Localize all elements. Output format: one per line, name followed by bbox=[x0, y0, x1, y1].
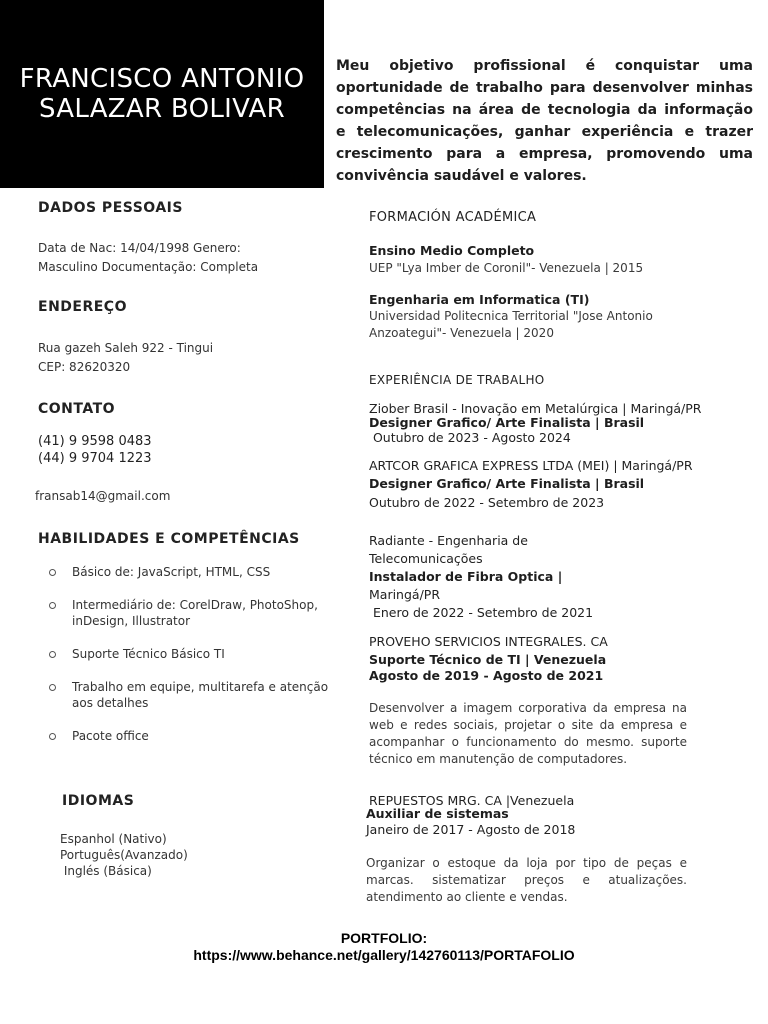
portfolio-link[interactable]: https://www.behance.net/gallery/142760113/PORTAFOLIO bbox=[193, 947, 575, 963]
address-title: ENDEREÇO bbox=[38, 299, 127, 315]
personal-data-line-2: Masculino Documentação: Completa bbox=[38, 260, 259, 274]
job-company: Ziober Brasil - Inovação em Metalúrgica | Maringá/PR bbox=[369, 401, 702, 416]
bullet-circle-icon bbox=[49, 651, 56, 658]
portfolio-label: PORTFOLIO: bbox=[340, 930, 428, 946]
skill-text: Pacote office bbox=[72, 729, 149, 743]
job-company: Telecomunicações bbox=[369, 551, 483, 566]
skill-text: Básico de: JavaScript, HTML, CSS bbox=[72, 565, 271, 579]
education-degree: Ensino Medio Completo bbox=[369, 243, 535, 258]
job-company: Radiante - Engenharia de bbox=[369, 533, 528, 548]
bullet-circle-icon bbox=[49, 684, 56, 691]
address-street: Rua gazeh Saleh 922 - Tingui bbox=[38, 341, 214, 355]
job-company: ARTCOR GRAFICA EXPRESS LTDA (MEI) | Maringá/PR bbox=[369, 458, 693, 473]
job-role: Instalador de Fibra Optica | bbox=[369, 569, 563, 584]
full-name-line-2: SALAZAR BOLIVAR bbox=[38, 94, 286, 124]
bullet-circle-icon bbox=[49, 602, 56, 609]
languages-title: IDIOMAS bbox=[62, 793, 135, 809]
email-address[interactable]: fransab14@gmail.com bbox=[35, 489, 171, 503]
skill-text: aos detalhes bbox=[72, 696, 149, 710]
education-detail: UEP "Lya Imber de Coronil"- Venezuela | 2015 bbox=[369, 261, 644, 275]
job-period: Janeiro de 2017 - Agosto de 2018 bbox=[366, 822, 576, 837]
address-cep: CEP: 82620320 bbox=[38, 360, 131, 374]
skill-text: inDesign, Illustrator bbox=[72, 614, 191, 628]
job-period: Outubro de 2023 - Agosto 2024 bbox=[369, 430, 571, 445]
skill-text: Trabalho em equipe, multitarefa e atenção bbox=[72, 680, 329, 694]
personal-data-title: DADOS PESSOAIS bbox=[38, 200, 183, 216]
job-location: Maringá/PR bbox=[369, 587, 441, 602]
education-detail: Anzoategui"- Venezuela | 2020 bbox=[369, 326, 554, 340]
language-item: Português(Avanzado) bbox=[60, 848, 188, 862]
phone-number-2: (44) 9 9704 1223 bbox=[38, 451, 152, 466]
job-company: PROVEHO SERVICIOS INTEGRALES. CA bbox=[369, 634, 608, 649]
language-item: Inglés (Básica) bbox=[60, 864, 152, 878]
portfolio-footer bbox=[0, 930, 768, 964]
experience-title: EXPERIÊNCIA DE TRABALHO bbox=[369, 373, 545, 387]
job-description: Organizar o estoque da loja por tipo de peças e marcas. sistematizar preços e atualizações. atendimento ao cliente e vendas. bbox=[366, 856, 687, 904]
education-detail: Universidad Politecnica Territorial "Jose Antonio bbox=[369, 309, 653, 323]
job-period: Agosto de 2019 - Agosto de 2021 bbox=[369, 668, 604, 683]
skill-text: Intermediário de: CorelDraw, PhotoShop, bbox=[72, 598, 318, 612]
education-title: FORMACIÓN ACADÉMICA bbox=[369, 210, 537, 225]
personal-data-line-1: Data de Nac: 14/04/1998 Genero: bbox=[38, 241, 241, 255]
job-period: Enero de 2022 - Setembro de 2021 bbox=[369, 605, 594, 620]
language-item: Espanhol (Nativo) bbox=[60, 832, 167, 846]
name-header-block bbox=[0, 0, 324, 188]
education-degree: Engenharia em Informatica (TI) bbox=[369, 292, 590, 307]
job-role: Auxiliar de sistemas bbox=[366, 806, 509, 821]
skill-text: Suporte Técnico Básico TI bbox=[72, 647, 225, 661]
full-name-line-1: FRANCISCO ANTONIO bbox=[19, 64, 305, 94]
phone-number-1: (41) 9 9598 0483 bbox=[38, 434, 152, 449]
contact-title: CONTATO bbox=[38, 401, 116, 417]
objective-statement: Meu objetivo profissional é conquistar uma oportunidade de trabalho para desenvolver minhas competências na área de tecnologia da informação e telecomunicações, ganhar experiência e trazer crescimento para a empresa, promovendo uma convivência saudável e valores. bbox=[336, 58, 753, 184]
job-company: REPUESTOS MRG. CA |Venezuela bbox=[369, 793, 575, 808]
job-role: Designer Grafico/ Arte Finalista | Brasil bbox=[369, 415, 645, 430]
job-period: Outubro de 2022 - Setembro de 2023 bbox=[369, 495, 605, 510]
bullet-circle-icon bbox=[49, 733, 56, 740]
job-role: Designer Grafico/ Arte Finalista | Brasil bbox=[369, 476, 645, 491]
job-description: Desenvolver a imagem corporativa da empresa na web e redes sociais, projetar o site da empresa e acompanhar o funcionamento do mesmo. suporte técnico em manutenção de computadores. bbox=[369, 701, 687, 766]
bullet-circle-icon bbox=[49, 569, 56, 576]
skills-title: HABILIDADES E COMPETÊNCIAS bbox=[38, 531, 300, 547]
job-role: Suporte Técnico de TI | Venezuela bbox=[369, 652, 607, 667]
